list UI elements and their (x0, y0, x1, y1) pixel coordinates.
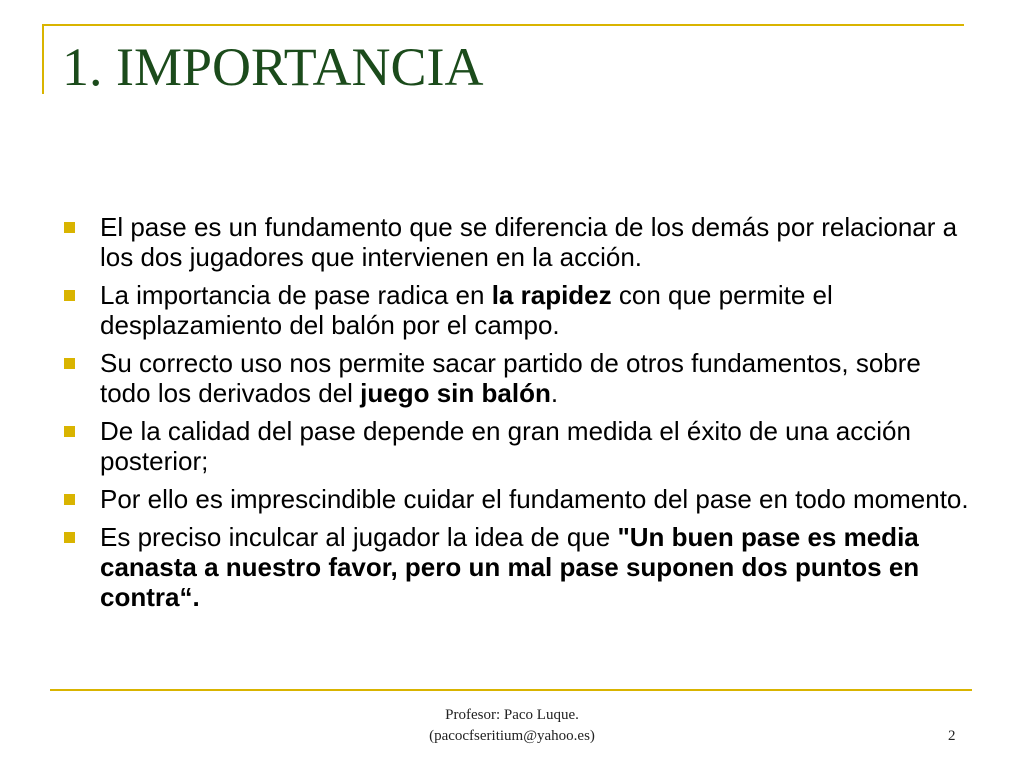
footer-author: Profesor: Paco Luque. (445, 707, 579, 723)
bullet-text: El pase es un fundamento que se diferencia de los demás por relacionar a los dos jugadores que intervienen en la acción. (100, 212, 958, 272)
footer (380, 705, 644, 747)
bullet-item (62, 416, 972, 476)
left-border-line (42, 24, 44, 94)
bullet-item (62, 212, 972, 272)
square-bullet-icon (64, 290, 75, 301)
square-bullet-icon (64, 494, 75, 505)
bullet-item (62, 522, 972, 612)
bullet-text: con que permite el desplazamiento del balón por el campo. (100, 280, 833, 340)
bullet-item (62, 348, 972, 408)
slide-title: 1. IMPORTANCIA (62, 37, 484, 97)
square-bullet-icon (64, 222, 75, 233)
footer-divider (50, 689, 972, 691)
bullet-text: Su correcto uso nos permite sacar partido de otros fundamentos, sobre todo los derivados del (100, 348, 921, 408)
square-bullet-icon (64, 426, 75, 437)
bullet-text: De la calidad del pase depende en gran medida el éxito de una acción posterior; (100, 416, 911, 476)
footer-email: (pacocfseritium@yahoo.es) (429, 728, 595, 744)
page-number: 2 (948, 728, 956, 744)
bullet-list (62, 212, 972, 620)
bullet-bold-text: "Un buen pase es media canasta a nuestro favor, pero un mal pase suponen dos puntos en contra“. (100, 522, 920, 612)
bullet-bold-text: juego sin balón (360, 378, 551, 408)
bullet-text: . (550, 378, 559, 408)
square-bullet-icon (64, 532, 75, 543)
bullet-bold-text: la rapidez (491, 280, 612, 310)
square-bullet-icon (64, 358, 75, 369)
bullet-text: La importancia de pase radica en (100, 280, 492, 310)
bullet-item (62, 280, 972, 340)
top-border-line (42, 24, 964, 26)
bullet-text: Es preciso inculcar al jugador la idea de que (100, 522, 618, 552)
bullet-text: Por ello es imprescindible cuidar el fundamento del pase en todo momento. (100, 484, 969, 514)
bullet-item (62, 484, 972, 514)
